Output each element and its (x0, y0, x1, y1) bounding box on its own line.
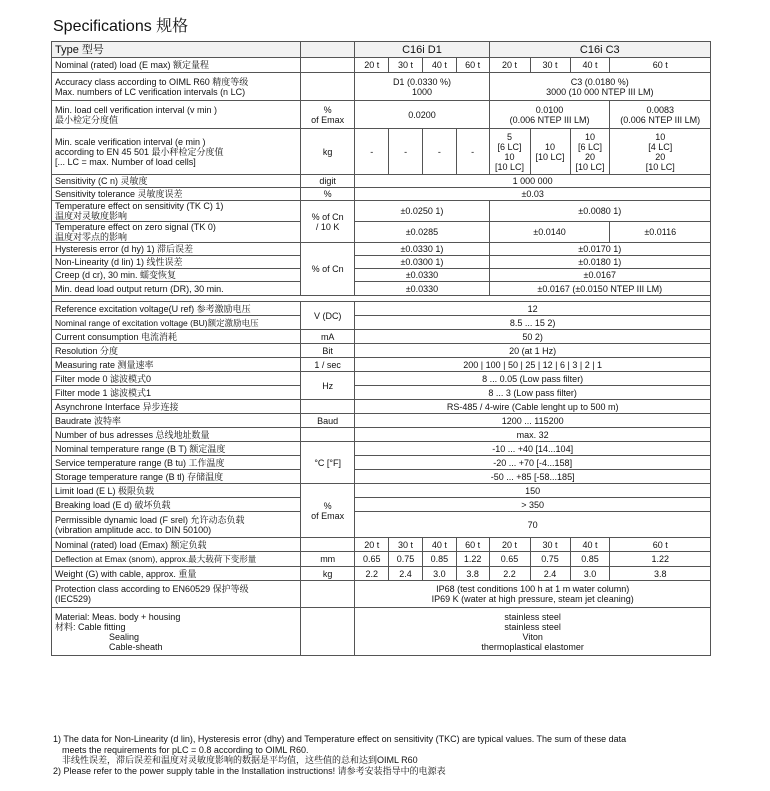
table-row: Current consumption 电流消耗 mA 50 2) (52, 330, 711, 344)
table-row: Min. dead load output return (DR), 30 min. ±0.0330 ±0.0167 (±0.0150 NTEP III LM) (52, 282, 711, 296)
footnote-2: 2) Please refer to the power supply table in the Installation instructions! 请参考安装指导中的电源表 (53, 765, 446, 776)
table-row: Creep (d cr), 30 min. 蠕变恢复 ±0.0330 ±0.0167 (52, 269, 711, 282)
table-row: Min. load cell verification interval (v min ) 最小检定分度值 % of Emax 0.0200 0.0100 (0.006 NTEP III LM) 0.0083 (0.006 NTEP III LM) (52, 101, 711, 129)
table-row: Sensitivity (C n) 灵敏度 digit 1 000 000 (52, 175, 711, 188)
table-row: Hysteresis error (d hy) 1) 滞后误差 % of Cn ±0.0330 1) ±0.0170 1) (52, 243, 711, 256)
table-row: Filter mode 1 滤波模式1 8 ... 3 (Low pass filter) (52, 386, 711, 400)
table-row: Baudrate 波特率 Baud 1200 ... 115200 (52, 414, 711, 428)
table-row: Storage temperature range (B tl) 存储温度 -50 ... +85 [-58...185] (52, 470, 711, 484)
table-row: Permissible dynamic load (F srel) 允许动态负载 (vibration amplitude acc. to DIN 50100) 70 (52, 512, 711, 538)
load-cell: 30 t (389, 58, 423, 73)
table-row: Filter mode 0 滤波模式0 Hz 8 ... 0.05 (Low pass filter) (52, 372, 711, 386)
table-row: Nominal (rated) load (E max) 额定量程 20 t 30 t 40 t 60 t 20 t 30 t 40 t 60 t (52, 58, 711, 73)
model-c3: C16i C3 (489, 42, 710, 58)
table-row: Weight (G) with cable, approx. 重量 kg 2.2 2.4 3.0 3.8 2.2 2.4 3.0 3.8 (52, 567, 711, 581)
load-cell: 30 t (530, 58, 570, 73)
table-header-row (52, 42, 711, 58)
table-row: Asynchrone Interface 异步连接 RS-485 / 4-wire (Cable lenght up to 500 m) (52, 400, 711, 414)
table-row: Nominal temperature range (B T) 额定温度 °C [°F] -10 ... +40 [14...104] (52, 442, 711, 456)
load-cell: 60 t (456, 58, 489, 73)
footnote-1: 1) The data for Non-Linearity (d lin), Hysteresis error (dhy) and Temperature effect on sensitivity (TKC) are typical values. The sum of these data (53, 734, 627, 744)
table-row: Measuring rate 测量速率 1 / sec 200 | 100 | 50 | 25 | 12 | 6 | 3 | 2 | 1 (52, 358, 711, 372)
table-row: Number of bus adresses 总线地址数量 max. 32 (52, 428, 711, 442)
table-row: Breaking load (E d) 破坏负载 > 350 (52, 498, 711, 512)
spec-table (51, 41, 711, 656)
table-row: Temperature effect on sensitivity (TK C) 1) 温度对灵敏度影响 % of Cn / 10 K ±0.0250 1) ±0.0080 1) (52, 201, 711, 222)
table-row: Min. scale verification interval (e min ) according to EN 45 501 最小秤检定分度值 [... LC = max. Number of load cells] kg - - - - 5 [6 LC] 10 [10 LC] 10 [10 LC] 10 [6 LC] 20 [10 LC] 10 [4 LC] 20 [10 LC] (52, 129, 711, 175)
table-row: Nominal range of excitation voltage (BU)额定激励电压 8.5 ... 15 2) (52, 316, 711, 330)
table-row: Material: Meas. body + housing 材料: Cable fitting Sealing Cable-sheath stainless steel stainless steel Viton thermoplastical elastomer (52, 608, 711, 656)
footnotes: 1) The data for Non-Linearity (d lin), Hysteresis error (dhy) and Temperature effect on sensitivity (TKC) are typical values. The sum of these data meets the requirements for pLC = 0.8 according to OIML R60. 非线性误差，滞后误差和温度对灵敏度影响的数据是平均值，这些值的总和达到OIML R60 2) Please refer to the power supply table in the Installation instructions! 请参考安装指导中的电源表 (53, 734, 723, 776)
load-cell: 60 t (610, 58, 711, 73)
table-row: Deflection at Emax (snom), approx.最大载荷下变形量 mm 0.65 0.75 0.85 1.22 0.65 0.75 0.85 1.22 (52, 552, 711, 567)
table-row: Resolution 分度 Bit 20 (at 1 Hz) (52, 344, 711, 358)
type-label: Type 型号 (52, 42, 301, 58)
table-row: Limit load (E L) 极限负载 % of Emax 150 (52, 484, 711, 498)
table-row: Sensitivity tolerance 灵敏度误差 % ±0.03 (52, 188, 711, 201)
table-row: Nominal (rated) load (Emax) 额定负载 20 t 30 t 40 t 60 t 20 t 30 t 40 t 60 t (52, 538, 711, 552)
table-row: Reference excitation voltage(U ref) 参考激励电压 V (DC) 12 (52, 302, 711, 316)
load-cell: 20 t (355, 58, 389, 73)
load-cell: 20 t (489, 58, 530, 73)
page-title: Specifications 规格 (53, 18, 189, 35)
load-cell: 40 t (570, 58, 610, 73)
table-row: Temperature effect on zero signal (TK 0) 温度对零点的影响 ±0.0285 ±0.0140 ±0.0116 (52, 222, 711, 243)
table-row: Protection class according to EN60529 保护等级 (IEC529) IP68 (test conditions 100 h at 1 m water column) IP69 K (water at high pressure, steam jet cleaning) (52, 581, 711, 608)
table-row: Service temperature range (B tu) 工作温度 -20 ... +70 [-4...158] (52, 456, 711, 470)
table-row: Non-Linearity (d lin) 1) 线性误差 ±0.0300 1) ±0.0180 1) (52, 256, 711, 269)
table-row: Accuracy class according to OIML R60 精度等级 Max. numbers of LC verification intervals (n LC) D1 (0.0330 %) 1000 C3 (0.0180 %) 3000 (10 000 NTEP III LM) (52, 73, 711, 101)
model-d1: C16i D1 (355, 42, 489, 58)
load-cell: 40 t (422, 58, 456, 73)
